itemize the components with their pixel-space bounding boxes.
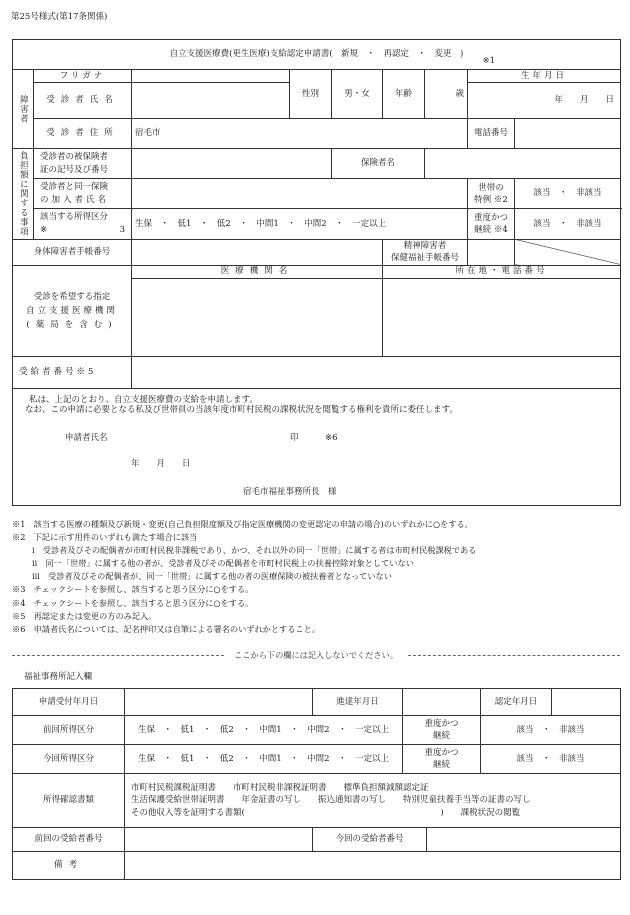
patient-address-field[interactable]: 宿毛市	[132, 119, 468, 149]
seal-note: ※6	[325, 432, 338, 443]
income-category-options[interactable]: 生保 ・ 低1 ・ 低2 ・ 中間1 ・ 中間2 ・ 一定以上	[132, 209, 468, 239]
physical-handbook-label: 身体障害者手帳番号	[13, 239, 132, 265]
prev-severe-label: 重度かつ 継続	[403, 716, 481, 745]
phone-field[interactable]	[515, 119, 621, 149]
prev-recipient-field[interactable]	[125, 828, 313, 852]
receipt-date-label: 申請受付年月日	[13, 689, 125, 716]
gender-options[interactable]: 男・女	[332, 70, 383, 119]
location-phone-field[interactable]	[383, 278, 621, 356]
prev-recipient-label: 前回の受給者番号	[13, 828, 125, 852]
curr-recipient-label: 今回の受給者番号	[313, 828, 427, 852]
divider-text: ここから下の欄には記入しないでください。	[234, 650, 398, 660]
note-4: ※4 チェックシートを参照し、該当すると思う区分に○をする。	[12, 597, 254, 608]
burden-section-label: 負担額に関する事項	[13, 149, 34, 240]
office-use-divider	[12, 650, 620, 660]
patient-address-label: 受診者住所	[34, 119, 132, 149]
approval-date-field[interactable]	[552, 689, 620, 715]
office-use-table	[12, 688, 621, 880]
notes-section	[12, 518, 622, 636]
remarks-label: 備考	[13, 852, 125, 880]
seal-mark: 印	[290, 432, 299, 443]
declaration-block	[13, 388, 621, 505]
severe-continuous-options[interactable]: 該当 ・ 非該当	[515, 209, 621, 239]
same-insurance-label: 受診者と同一保険 の加入者氏名	[34, 179, 132, 209]
progress-date-label: 進達年月日	[313, 689, 403, 716]
recipient-number-label: 受給者番号※5	[13, 356, 132, 388]
phone-label: 電話番号	[468, 119, 515, 149]
progress-date-field[interactable]	[403, 689, 481, 716]
receipt-date-field[interactable]	[125, 689, 313, 716]
mental-handbook-field[interactable]	[468, 239, 515, 265]
gender-label: 性別	[290, 70, 332, 119]
note-2-i: ⅰ 受診者及びその配偶者が市町村民税非課税であり、かつ、それ以外の同一「世帯」に属する者は市町村民税課税である	[32, 545, 477, 556]
institution-name-field[interactable]	[132, 278, 383, 356]
furigana-label: フリガナ	[34, 70, 132, 83]
insurer-label: 保険者名	[332, 149, 425, 179]
prev-income-label: 前回所得区分	[13, 716, 125, 745]
patient-name-field[interactable]	[132, 83, 290, 119]
insured-number-label: 受診者の被保険者 証の記号及び番号	[34, 149, 132, 179]
note-3: ※3 チェックシートを参照し、該当すると思う区分に○をする。	[12, 584, 254, 595]
same-insurance-field[interactable]	[132, 179, 468, 209]
approval-date-cell	[481, 689, 621, 716]
curr-severe-label: 重度かつ 継続	[403, 745, 481, 774]
age-label: 年齢	[383, 70, 425, 119]
income-category-label: 該当する所得区分 ※ 3	[34, 209, 132, 239]
insurer-field[interactable]	[425, 149, 621, 179]
patient-section-label: 障害者	[13, 70, 34, 149]
patient-name-label: 受診者氏名	[34, 83, 132, 119]
note-2-ii: ⅱ 同一「世帯」に属する他の者が、受診者及びその配偶者を市町村民税上の扶養控除対象としていない	[32, 558, 414, 569]
form-title-cell	[13, 40, 621, 70]
birth-date-field[interactable]: 年 月 日	[468, 83, 621, 119]
form-number-label: 第25号様式(第17条関係)	[11, 12, 108, 22]
addressee: 宿毛市福祉事務所長 様	[243, 486, 337, 497]
curr-income-options[interactable]: 生保 ・ 低1 ・ 低2 ・ 中間1 ・ 中間2 ・ 一定以上	[125, 745, 403, 774]
prev-severe-options[interactable]: 該当 ・ 非該当	[481, 716, 621, 745]
declaration-line-2: なお、この申請に必要となる私及び世帯員の当該年度市町村民税の課税状況を閲覧する権利を貴所に委任します。	[25, 405, 458, 416]
disabled-cell	[515, 239, 621, 265]
note-6: ※6 申請者氏名については、記名押印又は自筆による署名のいずれかとすること。	[12, 623, 320, 634]
birth-date-label: 生年月日	[468, 70, 621, 83]
medical-institution-label: 受診を希望する指定 自立支援医療機関 (薬局を含む)	[13, 265, 132, 356]
location-phone-header: 所在地・電話番号	[383, 265, 621, 278]
remarks-field[interactable]	[125, 852, 621, 880]
mental-handbook-label: 精神障害者 保健福祉手帳番号	[383, 239, 468, 265]
approval-date-label: 認定年月日	[481, 689, 552, 715]
curr-recipient-field[interactable]	[427, 828, 621, 852]
prev-income-options[interactable]: 生保 ・ 低1 ・ 低2 ・ 中間1 ・ 中間2 ・ 一定以上	[125, 716, 403, 745]
note-5: ※5 再認定または変更の方のみ記入。	[12, 610, 157, 621]
age-field[interactable]: 歳	[425, 70, 468, 119]
recipient-number-field[interactable]	[132, 356, 621, 388]
application-form-table	[12, 39, 621, 506]
title-note: ※1	[482, 56, 495, 67]
declaration-line-1: 私は、上記のとおり、自立支援医療費の支給を申請します。	[29, 394, 258, 405]
form-title: 自立支援医療費(更生医療)支給認定申請書( 新規 ・ 再認定 ・ 変更 )	[169, 49, 464, 60]
insured-number-field[interactable]	[132, 149, 332, 179]
note-1: ※1 該当する医療の種類及び新規・変更(自己負担限度額及び指定医療機関の変更認定の申請の場合)のいずれかに○をする。	[12, 519, 473, 529]
curr-severe-options[interactable]: 該当 ・ 非該当	[481, 745, 621, 774]
application-date[interactable]: 年 月 日	[131, 458, 191, 469]
note-2-iii: ⅲ 受診者及びその配偶者が、同一「世帯」に属する他の者の医療保険の被扶養者となっていない	[32, 571, 392, 582]
curr-income-label: 今回所得区分	[13, 745, 125, 774]
applicant-name-label: 申請者氏名	[65, 432, 108, 443]
severe-continuous-label: 重度かつ 継続 ※4	[468, 209, 515, 239]
income-doc-label: 所得確認書類	[13, 774, 125, 828]
physical-handbook-field[interactable]	[132, 239, 383, 265]
office-section-label: 福祉事務所記入欄	[24, 672, 93, 682]
household-options[interactable]: 該当 ・ 非該当	[515, 179, 621, 209]
income-doc-options[interactable]: 市町村民税課税証明書 市町村民税非課税証明書 標準負担額減額認定証 生活保護受給世帯証明書 年金証書の写し 振込通知書の写し 特別児童扶養手当等の証書の写し その他収入等を証明する書類( ) 課税状況の閲覧	[125, 774, 621, 828]
note-2: ※2 下記に示す用件のいずれも満たす場合に該当	[12, 532, 198, 543]
furigana-field[interactable]	[132, 70, 290, 83]
household-label: 世帯の 特例 ※2	[468, 179, 515, 209]
institution-name-header: 医療機関名	[132, 265, 383, 278]
